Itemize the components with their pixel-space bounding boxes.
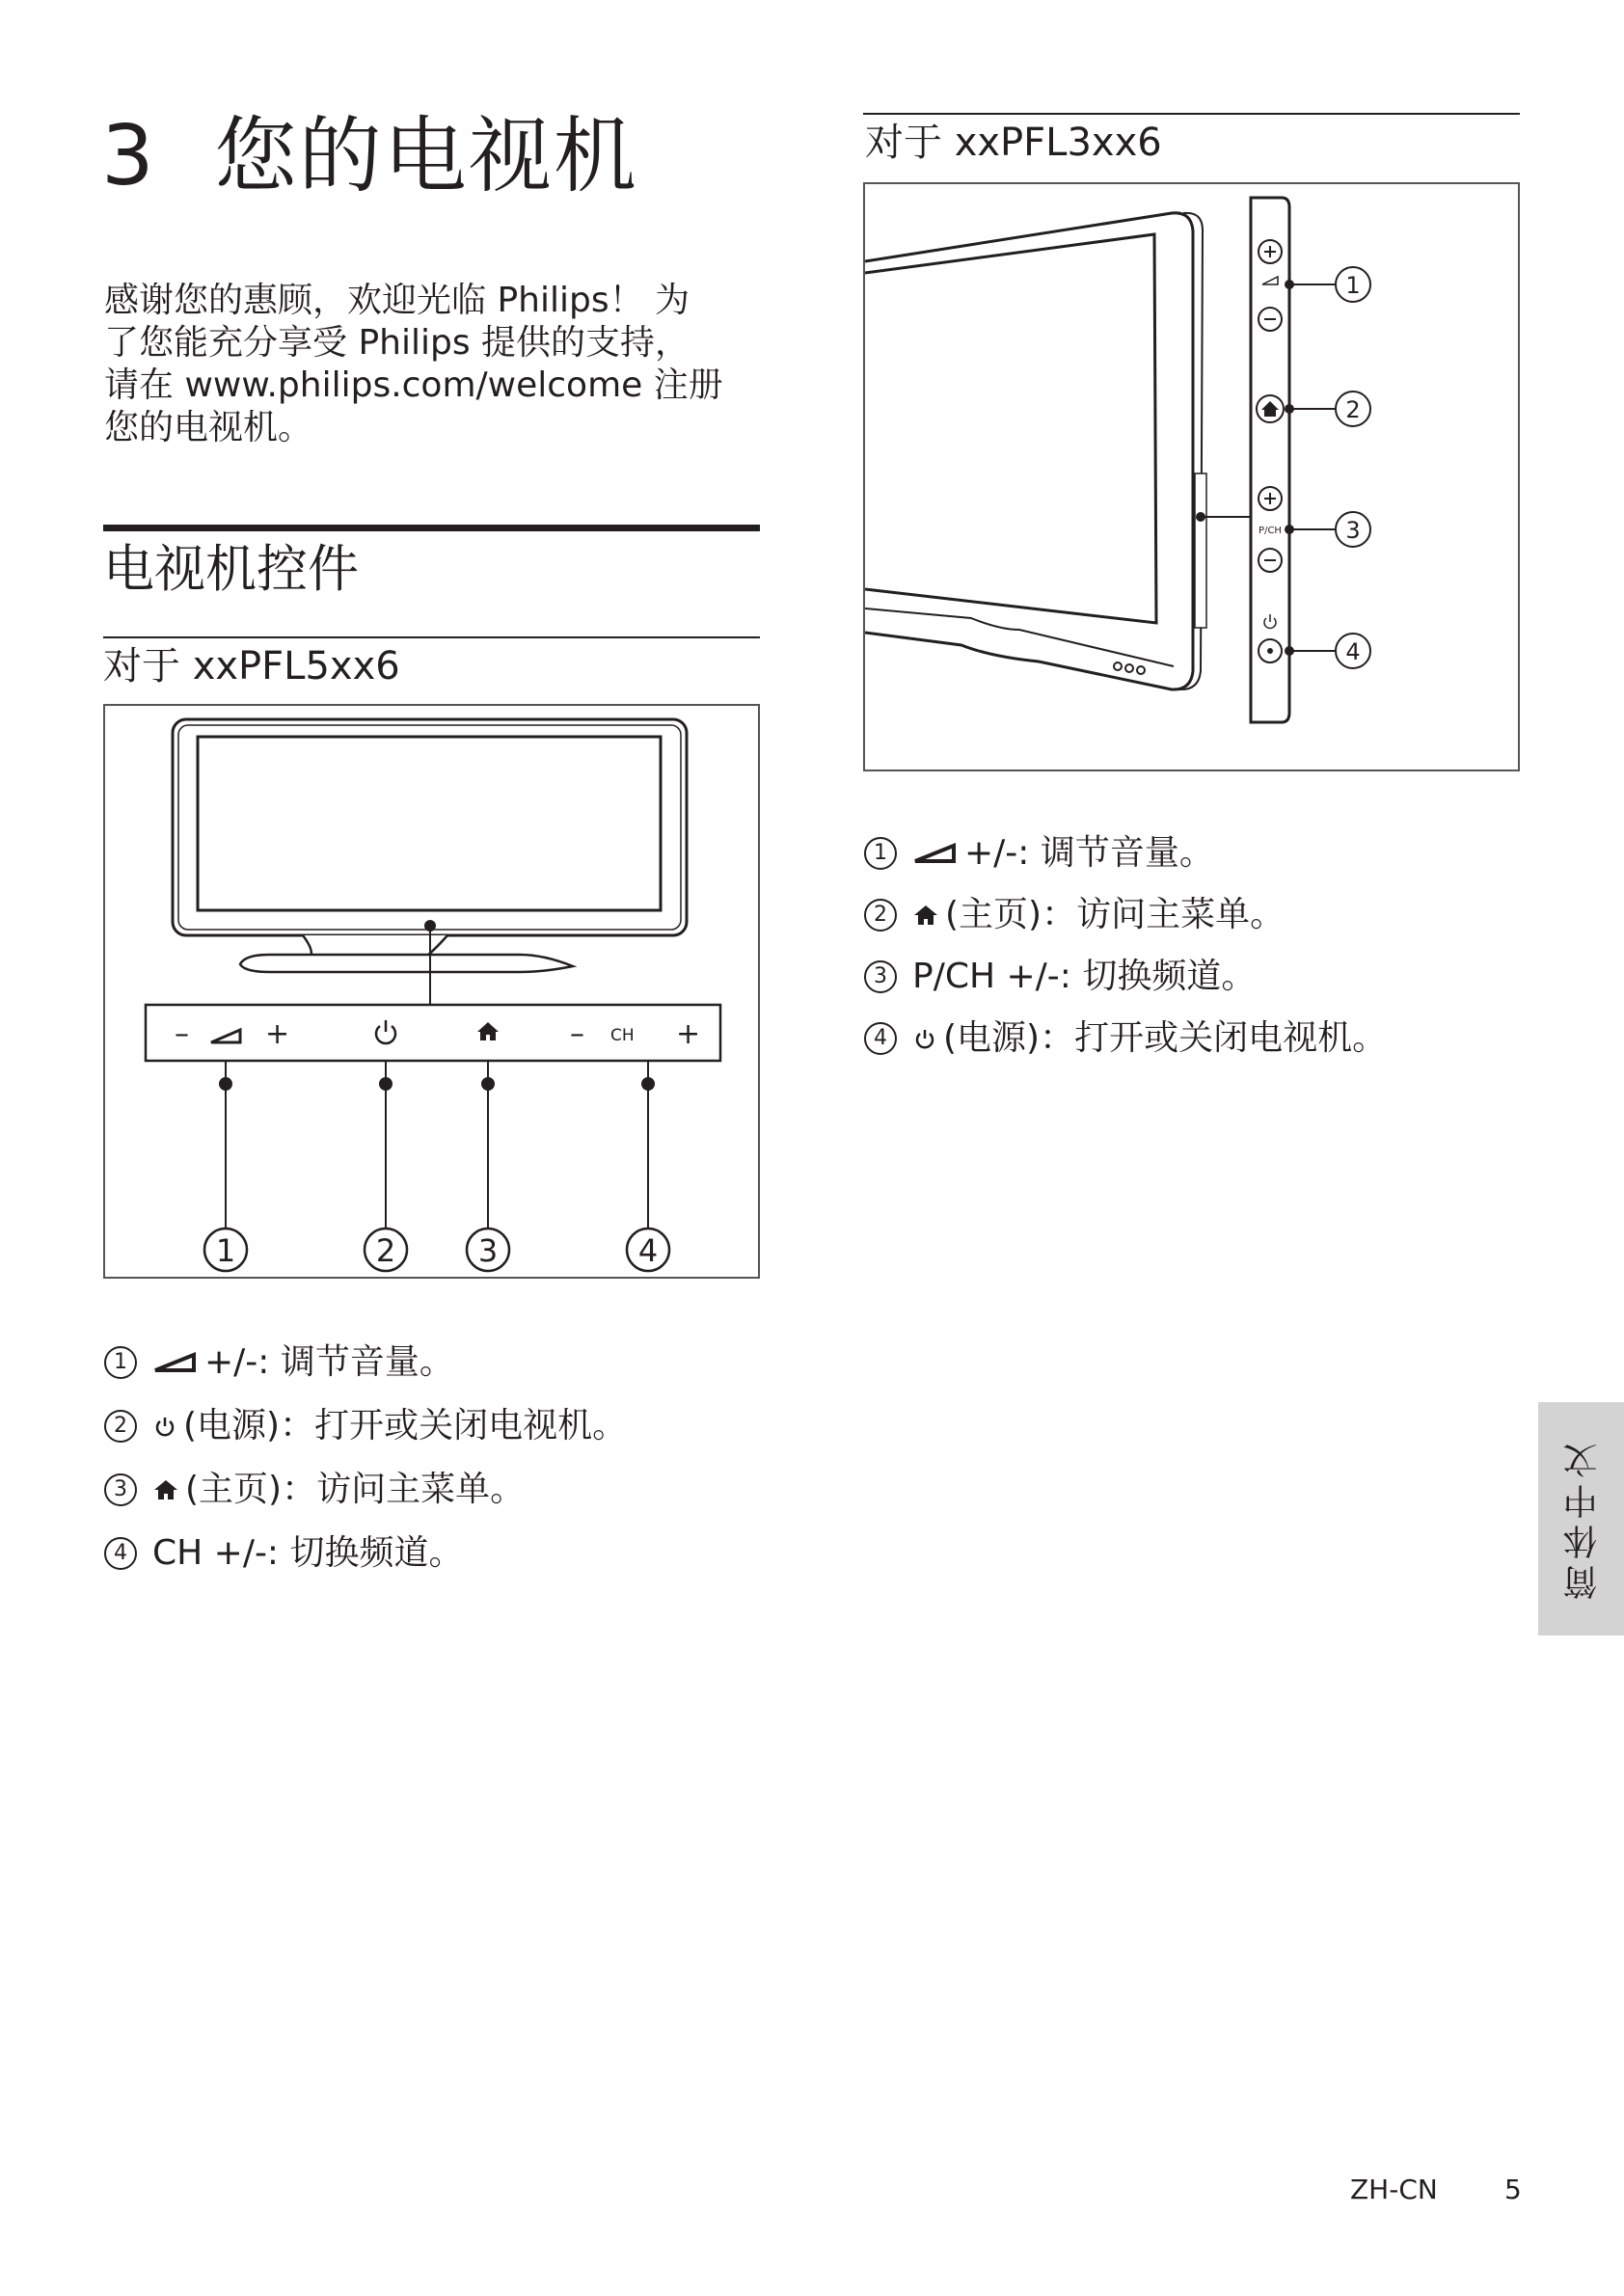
item-text: (电源)：打开或关闭电视机。 — [183, 1406, 628, 1445]
item-text: (主页)：访问主菜单。 — [945, 895, 1286, 934]
subsection-rule — [103, 636, 760, 638]
model-b-heading: 对于 xxPFL3xx6 — [865, 121, 1162, 165]
callout-1: 1 — [1345, 272, 1361, 299]
panel-pch-label: P/CH — [1259, 526, 1282, 536]
item-number: 1 — [104, 1346, 137, 1379]
item-text: (主页)：访问主菜单。 — [185, 1470, 526, 1509]
home-icon — [152, 1477, 179, 1502]
language-tab-label: 简体中文 — [1563, 1438, 1603, 1600]
model-b-diagram — [865, 184, 1518, 770]
model-b-list — [864, 823, 1387, 1069]
section-rule — [103, 525, 760, 531]
chapter-title: 您的电视机 — [213, 108, 638, 204]
item-number: 3 — [104, 1473, 137, 1506]
item-number: 2 — [864, 899, 897, 932]
callout-4: 4 — [1345, 638, 1361, 665]
item-number: 4 — [864, 1022, 897, 1055]
intro-line: 了您能充分享受 Philips 提供的支持， — [104, 323, 690, 363]
panel-minus-ch: – — [570, 1017, 584, 1051]
item-text: +/-: 调节音量。 — [204, 1342, 454, 1382]
home-icon — [912, 903, 939, 928]
footer-language-code: ZH-CN — [1350, 2174, 1438, 2205]
model-b-figure — [863, 182, 1520, 771]
intro-paragraph — [104, 280, 760, 449]
chapter-number: 3 — [101, 108, 156, 204]
list-item — [104, 1522, 627, 1585]
model-a-list — [104, 1331, 627, 1585]
section-title: 电视机控件 — [103, 540, 359, 599]
intro-line: 感谢您的惠顾，欢迎光临 Philips！ 为 — [104, 281, 690, 320]
intro-line: 您的电视机。 — [104, 408, 313, 447]
list-item — [864, 1008, 1387, 1069]
item-text: CH +/-: 切换频道。 — [152, 1533, 464, 1573]
chapter-heading — [101, 108, 638, 204]
model-a-diagram — [105, 706, 758, 1277]
callout-3: 3 — [1345, 517, 1361, 544]
model-a-heading: 对于 xxPFL5xx6 — [103, 644, 400, 689]
item-text: +/-: 调节音量。 — [964, 833, 1214, 873]
list-item — [864, 946, 1387, 1008]
callout-2: 2 — [1345, 396, 1361, 423]
model-a-figure — [103, 704, 760, 1279]
panel-plus-ch: + — [676, 1017, 701, 1051]
volume-icon — [912, 842, 959, 865]
panel-minus-vol: – — [175, 1017, 189, 1051]
power-icon — [152, 1414, 177, 1439]
list-item — [864, 823, 1387, 884]
intro-line: 请在 www.philips.com/welcome 注册 — [104, 365, 723, 405]
subsection-rule — [863, 113, 1520, 115]
volume-icon — [152, 1351, 199, 1374]
power-icon — [912, 1026, 937, 1051]
page-number: 5 — [1504, 2174, 1522, 2205]
callout-3: 3 — [477, 1232, 499, 1269]
callout-4: 4 — [637, 1232, 659, 1269]
callout-1: 1 — [215, 1232, 236, 1269]
item-text: (电源)：打开或关闭电视机。 — [943, 1018, 1388, 1058]
item-text: P/CH +/-: 切换频道。 — [912, 957, 1257, 996]
list-item — [104, 1394, 627, 1458]
callout-2: 2 — [375, 1232, 396, 1269]
item-number: 4 — [104, 1537, 137, 1570]
list-item — [104, 1458, 627, 1522]
item-number: 1 — [864, 837, 897, 870]
panel-plus-vol: + — [265, 1017, 290, 1051]
item-number: 3 — [864, 960, 897, 993]
list-item — [104, 1331, 627, 1394]
list-item — [864, 884, 1387, 946]
item-number: 2 — [104, 1410, 137, 1443]
panel-ch-label: CH — [610, 1026, 635, 1045]
